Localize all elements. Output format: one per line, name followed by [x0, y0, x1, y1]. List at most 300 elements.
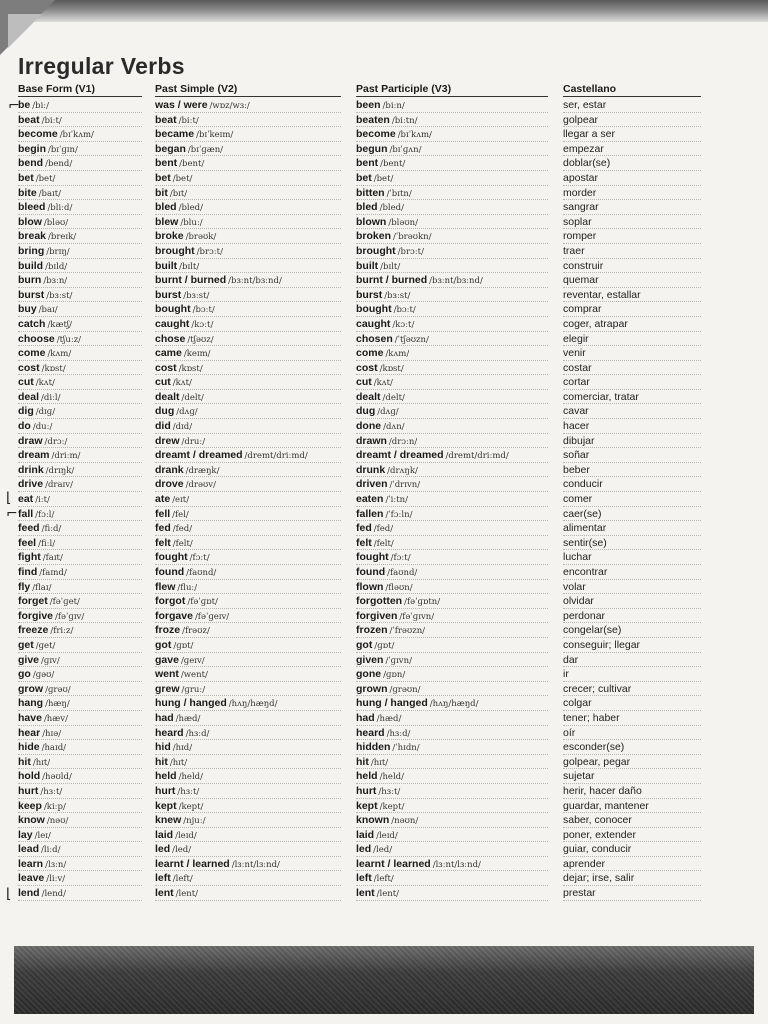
past-simple-ipa: /felt/ [172, 538, 193, 549]
base-form-word: cut [18, 376, 34, 389]
past-simple-word: led [155, 843, 171, 856]
past-participle-cell [356, 609, 548, 624]
past-simple-cell [155, 871, 341, 886]
past-simple-word: went [155, 668, 179, 681]
base-form-word: bite [18, 186, 37, 199]
castellano-translation: soñar [563, 449, 590, 462]
top-scan-band [0, 0, 768, 22]
past-participle-cell [356, 638, 548, 653]
past-simple-word: beat [155, 113, 177, 126]
castellano-translation: aprender [563, 857, 606, 870]
castellano-cell [563, 623, 701, 638]
past-simple-cell [155, 375, 341, 390]
past-participle-word: burst [356, 288, 383, 301]
past-simple-ipa: /bɪˈkeɪm/ [196, 130, 234, 141]
base-form-cell [18, 404, 142, 419]
castellano-translation: quemar [563, 274, 599, 287]
base-form-word: lead [18, 843, 40, 856]
past-participle-ipa: /ˈbɪtn/ [386, 188, 412, 199]
base-form-cell [18, 682, 142, 697]
past-simple-word: broke [155, 230, 184, 243]
base-form-cell [18, 696, 142, 711]
past-participle-cell [356, 477, 548, 492]
base-form-ipa: /liːd/ [41, 845, 61, 856]
past-simple-ipa: /dʌɡ/ [176, 407, 198, 418]
past-simple-ipa: /fɔːt/ [189, 553, 210, 564]
base-form-cell [18, 259, 142, 274]
base-form-ipa: /draɪv/ [45, 480, 73, 491]
past-simple-ipa: /delt/ [181, 392, 204, 403]
base-form-cell [18, 565, 142, 580]
castellano-translation: apostar [563, 171, 599, 184]
past-simple-ipa: /druː/ [181, 436, 206, 447]
past-participle-cell [356, 696, 548, 711]
past-simple-cell [155, 477, 341, 492]
base-form-word: begin [18, 142, 46, 155]
past-participle-word: forgiven [356, 609, 398, 622]
base-form-cell [18, 244, 142, 259]
past-simple-word: built [155, 259, 178, 272]
past-participle-ipa: /bent/ [380, 159, 406, 170]
pen-mark-fall: ⌐ [6, 506, 18, 522]
base-form-cell [18, 871, 142, 886]
castellano-cell [563, 127, 701, 142]
past-simple-ipa: /hɪd/ [172, 743, 193, 754]
base-form-cell [18, 419, 142, 434]
base-form-word: have [18, 711, 42, 724]
castellano-translation: doblar(se) [563, 157, 611, 170]
past-participle-word: become [356, 128, 396, 141]
past-simple-word: grew [155, 682, 180, 695]
castellano-translation: herir, hacer daño [563, 784, 642, 797]
past-participle-word: left [356, 872, 372, 885]
past-simple-word: had [155, 711, 174, 724]
base-form-ipa: /faɪt/ [42, 553, 63, 564]
castellano-translation: comerciar, tratar [563, 390, 639, 403]
base-form-cell [18, 142, 142, 157]
past-participle-ipa: /lɜːnt/lɜːnd/ [432, 859, 481, 870]
past-participle-word: blown [356, 215, 387, 228]
base-form-cell [18, 667, 142, 682]
past-simple-cell [155, 667, 341, 682]
past-simple-cell [155, 98, 341, 113]
past-participle-cell [356, 521, 548, 536]
castellano-translation: colgar [563, 697, 592, 710]
base-form-cell [18, 113, 142, 128]
past-participle-word: driven [356, 478, 388, 491]
castellano-cell [563, 536, 701, 551]
past-participle-ipa: /led/ [373, 845, 393, 856]
past-participle-cell [356, 769, 548, 784]
past-simple-ipa: /lent/ [175, 889, 199, 900]
base-form-cell [18, 332, 142, 347]
past-participle-ipa: /dʌn/ [383, 422, 405, 433]
past-participle-cell [356, 186, 548, 201]
past-participle-word: grown [356, 682, 388, 695]
past-simple-ipa: /fel/ [172, 509, 189, 520]
base-form-word: hide [18, 741, 40, 754]
past-participle-ipa: /ˈiːtn/ [385, 495, 408, 506]
past-participle-cell [356, 842, 548, 857]
past-simple-cell [155, 565, 341, 580]
base-form-word: freeze [18, 624, 49, 637]
base-form-word: burst [18, 288, 45, 301]
past-participle-word: drunk [356, 463, 386, 476]
castellano-cell [563, 580, 701, 595]
past-simple-cell [155, 492, 341, 507]
past-simple-cell [155, 828, 341, 843]
base-form-word: eat [18, 493, 34, 506]
past-simple-ipa: /bɪˈɡæn/ [187, 144, 224, 155]
base-form-cell [18, 171, 142, 186]
castellano-translation: oír [563, 726, 576, 739]
base-form-word: feed [18, 522, 40, 535]
past-simple-word: hurt [155, 784, 176, 797]
past-participle-ipa: /ˈhɪdn/ [392, 743, 420, 754]
column-past-participle [356, 98, 548, 901]
past-participle-ipa: /ˈtʃəʊzn/ [394, 334, 429, 345]
past-simple-cell [155, 244, 341, 259]
past-participle-word: flown [356, 580, 384, 593]
past-simple-ipa: /bɪlt/ [179, 261, 200, 272]
base-form-ipa: /kætʃ/ [47, 319, 73, 330]
past-participle-ipa: /ˈfɔːln/ [385, 509, 413, 520]
past-simple-cell [155, 404, 341, 419]
past-participle-word: dreamt / dreamed [356, 449, 444, 462]
castellano-cell [563, 711, 701, 726]
base-form-cell [18, 390, 142, 405]
base-form-cell [18, 200, 142, 215]
base-form-word: fly [18, 580, 31, 593]
past-simple-word: heard [155, 726, 184, 739]
castellano-cell [563, 229, 701, 244]
base-form-ipa: /breɪk/ [48, 232, 77, 243]
base-form-ipa: /fiːd/ [41, 524, 62, 535]
castellano-translation: golpear [563, 113, 599, 126]
past-participle-word: felt [356, 536, 372, 549]
past-simple-word: chose [155, 332, 186, 345]
base-form-word: leave [18, 872, 45, 885]
past-participle-cell [356, 711, 548, 726]
base-form-word: hurt [18, 784, 39, 797]
base-form-ipa: /fiːl/ [38, 538, 56, 549]
past-simple-word: felt [155, 536, 171, 549]
past-simple-word: kept [155, 799, 177, 812]
base-form-cell [18, 755, 142, 770]
base-form-cell [18, 886, 142, 901]
castellano-translation: sujetar [563, 770, 595, 783]
base-form-ipa: /flaɪ/ [32, 582, 52, 593]
base-form-word: catch [18, 317, 46, 330]
castellano-cell [563, 171, 701, 186]
past-simple-ipa: /hɪt/ [169, 757, 188, 768]
past-simple-ipa: /hæd/ [175, 713, 201, 724]
past-participle-word: fallen [356, 507, 384, 520]
pen-mark-eat: ⌊ [6, 490, 12, 506]
past-participle-ipa: /felt/ [373, 538, 394, 549]
past-participle-word: hit [356, 755, 369, 768]
base-form-word: bleed [18, 201, 46, 214]
past-participle-word: brought [356, 244, 396, 257]
past-simple-cell [155, 755, 341, 770]
past-participle-cell [356, 375, 548, 390]
past-simple-word: caught [155, 317, 190, 330]
castellano-cell [563, 113, 701, 128]
past-simple-cell [155, 259, 341, 274]
past-simple-cell [155, 769, 341, 784]
page-title: Irregular Verbs [18, 53, 185, 79]
past-participle-word: chosen [356, 332, 393, 345]
base-form-word: give [18, 653, 40, 666]
past-simple-cell [155, 463, 341, 478]
past-participle-ipa: /bɪlt/ [380, 261, 401, 272]
past-simple-word: hit [155, 755, 168, 768]
past-simple-word: bled [155, 201, 177, 214]
castellano-translation: sentir(se) [563, 536, 607, 549]
castellano-translation: guiar, conducir [563, 843, 632, 856]
past-participle-word: beaten [356, 113, 390, 126]
past-participle-ipa: /left/ [373, 874, 394, 885]
past-participle-ipa: /lent/ [376, 889, 400, 900]
castellano-translation: romper [563, 230, 597, 243]
past-participle-cell [356, 142, 548, 157]
base-form-word: lend [18, 887, 40, 900]
past-simple-word: left [155, 872, 171, 885]
past-simple-cell [155, 346, 341, 361]
base-form-cell [18, 507, 142, 522]
base-form-word: beat [18, 113, 40, 126]
base-form-word: bend [18, 157, 44, 170]
base-form-word: become [18, 128, 58, 141]
castellano-translation: dar [563, 653, 579, 666]
castellano-translation: cortar [563, 376, 590, 389]
castellano-cell [563, 755, 701, 770]
past-simple-word: got [155, 638, 172, 651]
castellano-translation: conseguir; llegar [563, 638, 641, 651]
base-form-word: hold [18, 770, 41, 783]
base-form-cell [18, 463, 142, 478]
base-form-word: bring [18, 244, 45, 257]
past-simple-cell [155, 521, 341, 536]
past-simple-cell [155, 711, 341, 726]
past-participle-word: cost [356, 361, 378, 374]
base-form-ipa: /hæv/ [43, 713, 68, 724]
pen-mark-be: ⌐ [8, 98, 20, 114]
base-form-ipa: /dɪɡ/ [35, 407, 56, 418]
castellano-cell [563, 448, 701, 463]
past-simple-cell [155, 653, 341, 668]
past-participle-ipa: /biːn/ [382, 101, 405, 111]
past-participle-word: hung / hanged [356, 697, 428, 710]
base-form-ipa: /fəˈɡɪv/ [55, 611, 85, 622]
past-participle-ipa: /kɔːt/ [392, 319, 415, 330]
castellano-translation: empezar [563, 142, 604, 155]
castellano-translation: soplar [563, 215, 592, 228]
base-form-cell [18, 536, 142, 551]
castellano-cell [563, 784, 701, 799]
base-form-cell [18, 813, 142, 828]
past-participle-word: bent [356, 157, 379, 170]
base-form-ipa: /bɜːst/ [46, 290, 73, 301]
castellano-translation: guardar, mantener [563, 799, 649, 812]
past-simple-cell [155, 550, 341, 565]
past-simple-word: forgave [155, 609, 193, 622]
base-form-ipa: /həʊld/ [42, 772, 72, 783]
base-form-word: deal [18, 390, 40, 403]
pen-mark-lend: ⌊ [6, 886, 12, 902]
castellano-cell [563, 667, 701, 682]
past-participle-word: bought [356, 303, 392, 316]
past-simple-ipa: /bled/ [178, 203, 203, 214]
column-base-form [18, 98, 142, 901]
base-form-cell [18, 638, 142, 653]
past-simple-ipa: /dɪd/ [172, 422, 193, 433]
past-participle-cell [356, 229, 548, 244]
castellano-translation: llegar a ser [563, 128, 615, 141]
past-simple-ipa: /fəˈɡeɪv/ [194, 611, 230, 622]
base-form-ipa: /lend/ [41, 889, 66, 900]
castellano-translation: comer [563, 493, 593, 506]
base-form-cell [18, 288, 142, 303]
past-participle-cell [356, 98, 548, 113]
past-simple-word: froze [155, 624, 181, 637]
past-simple-word: hung / hanged [155, 697, 227, 710]
castellano-cell [563, 638, 701, 653]
castellano-translation: elegir [563, 332, 589, 345]
past-simple-ipa: /kept/ [178, 801, 204, 812]
castellano-translation: comprar [563, 303, 602, 316]
base-form-word: fight [18, 551, 41, 564]
past-participle-word: forgotten [356, 595, 403, 608]
base-form-word: come [18, 347, 46, 360]
castellano-translation: costar [563, 361, 592, 374]
castellano-cell [563, 492, 701, 507]
base-form-cell [18, 98, 142, 113]
base-form-ipa: /hɪə/ [42, 728, 62, 739]
past-participle-word: built [356, 259, 379, 272]
past-simple-cell [155, 434, 341, 449]
past-participle-word: begun [356, 142, 388, 155]
base-form-word: fall [18, 507, 34, 520]
past-participle-ipa: /hɜːd/ [386, 728, 411, 739]
past-participle-cell [356, 799, 548, 814]
past-simple-ipa: /lɜːnt/lɜːnd/ [231, 859, 280, 870]
past-simple-cell [155, 127, 341, 142]
base-form-ipa: /baɪ/ [38, 305, 58, 316]
base-form-word: drive [18, 478, 44, 491]
past-participle-word: eaten [356, 493, 384, 506]
base-form-ipa: /kʌt/ [35, 378, 55, 389]
past-simple-ipa: /kʌt/ [172, 378, 192, 389]
base-form-word: draw [18, 434, 43, 447]
castellano-cell [563, 419, 701, 434]
past-simple-word: knew [155, 814, 182, 827]
base-form-word: grow [18, 682, 44, 695]
page-corner-fold-highlight [8, 14, 42, 48]
base-form-ipa: /biː/ [32, 101, 50, 111]
castellano-translation: sangrar [563, 201, 599, 214]
castellano-cell [563, 273, 701, 288]
base-form-cell [18, 594, 142, 609]
past-simple-cell [155, 682, 341, 697]
past-simple-cell [155, 302, 341, 317]
past-simple-ipa: /hɜːd/ [185, 728, 210, 739]
past-participle-cell [356, 726, 548, 741]
base-form-ipa: /hɪt/ [32, 757, 51, 768]
base-form-cell [18, 740, 142, 755]
past-simple-ipa: /bɪt/ [169, 188, 188, 199]
past-participle-cell [356, 113, 548, 128]
castellano-translation: congelar(se) [563, 624, 622, 637]
past-participle-cell [356, 171, 548, 186]
past-participle-ipa: /bləʊn/ [388, 217, 418, 228]
past-participle-cell [356, 244, 548, 259]
past-participle-word: come [356, 347, 384, 360]
base-form-ipa: /diːl/ [41, 392, 61, 403]
base-form-cell [18, 346, 142, 361]
bottom-scan-band [14, 946, 754, 1014]
past-participle-cell [356, 507, 548, 522]
past-participle-word: hurt [356, 784, 377, 797]
castellano-translation: volar [563, 580, 586, 593]
base-form-ipa: /faɪnd/ [39, 568, 67, 578]
castellano-cell [563, 813, 701, 828]
base-form-ipa: /duː/ [32, 422, 53, 433]
past-simple-ipa: /wɒz/wɜː/ [209, 101, 250, 111]
castellano-cell [563, 361, 701, 376]
castellano-cell [563, 799, 701, 814]
past-participle-word: dealt [356, 390, 381, 403]
base-form-cell [18, 653, 142, 668]
past-participle-cell [356, 550, 548, 565]
castellano-cell [563, 828, 701, 843]
castellano-translation: esconder(se) [563, 741, 625, 754]
castellano-cell [563, 215, 701, 230]
past-simple-cell [155, 507, 341, 522]
past-simple-cell [155, 609, 341, 624]
past-simple-ipa: /hʌŋ/hæŋd/ [228, 699, 278, 710]
castellano-cell [563, 186, 701, 201]
past-simple-word: dug [155, 405, 175, 418]
past-simple-cell [155, 113, 341, 128]
base-form-word: dig [18, 405, 34, 418]
past-participle-cell [356, 332, 548, 347]
base-form-word: hit [18, 755, 31, 768]
past-simple-ipa: /kɔːt/ [191, 319, 214, 330]
past-participle-ipa: /bɔːt/ [393, 305, 416, 316]
past-participle-cell [356, 302, 548, 317]
base-form-cell [18, 477, 142, 492]
past-simple-word: drank [155, 463, 184, 476]
past-participle-ipa: /delt/ [382, 392, 405, 403]
past-simple-ipa: /went/ [180, 670, 208, 681]
castellano-cell [563, 726, 701, 741]
past-simple-cell [155, 623, 341, 638]
base-form-ipa: /liːv/ [46, 874, 66, 885]
past-participle-word: fed [356, 522, 372, 535]
past-participle-ipa: /nəʊn/ [391, 816, 419, 827]
past-simple-ipa: /fluː/ [177, 582, 198, 593]
base-form-cell [18, 434, 142, 449]
castellano-cell [563, 375, 701, 390]
castellano-cell [563, 346, 701, 361]
column-past-simple [155, 98, 341, 901]
base-form-ipa: /ɡet/ [35, 640, 56, 651]
base-form-ipa: /drɪŋk/ [45, 465, 75, 476]
base-form-ipa: /tʃuːz/ [56, 334, 82, 345]
past-participle-cell [356, 565, 548, 580]
base-form-word: feel [18, 536, 37, 549]
